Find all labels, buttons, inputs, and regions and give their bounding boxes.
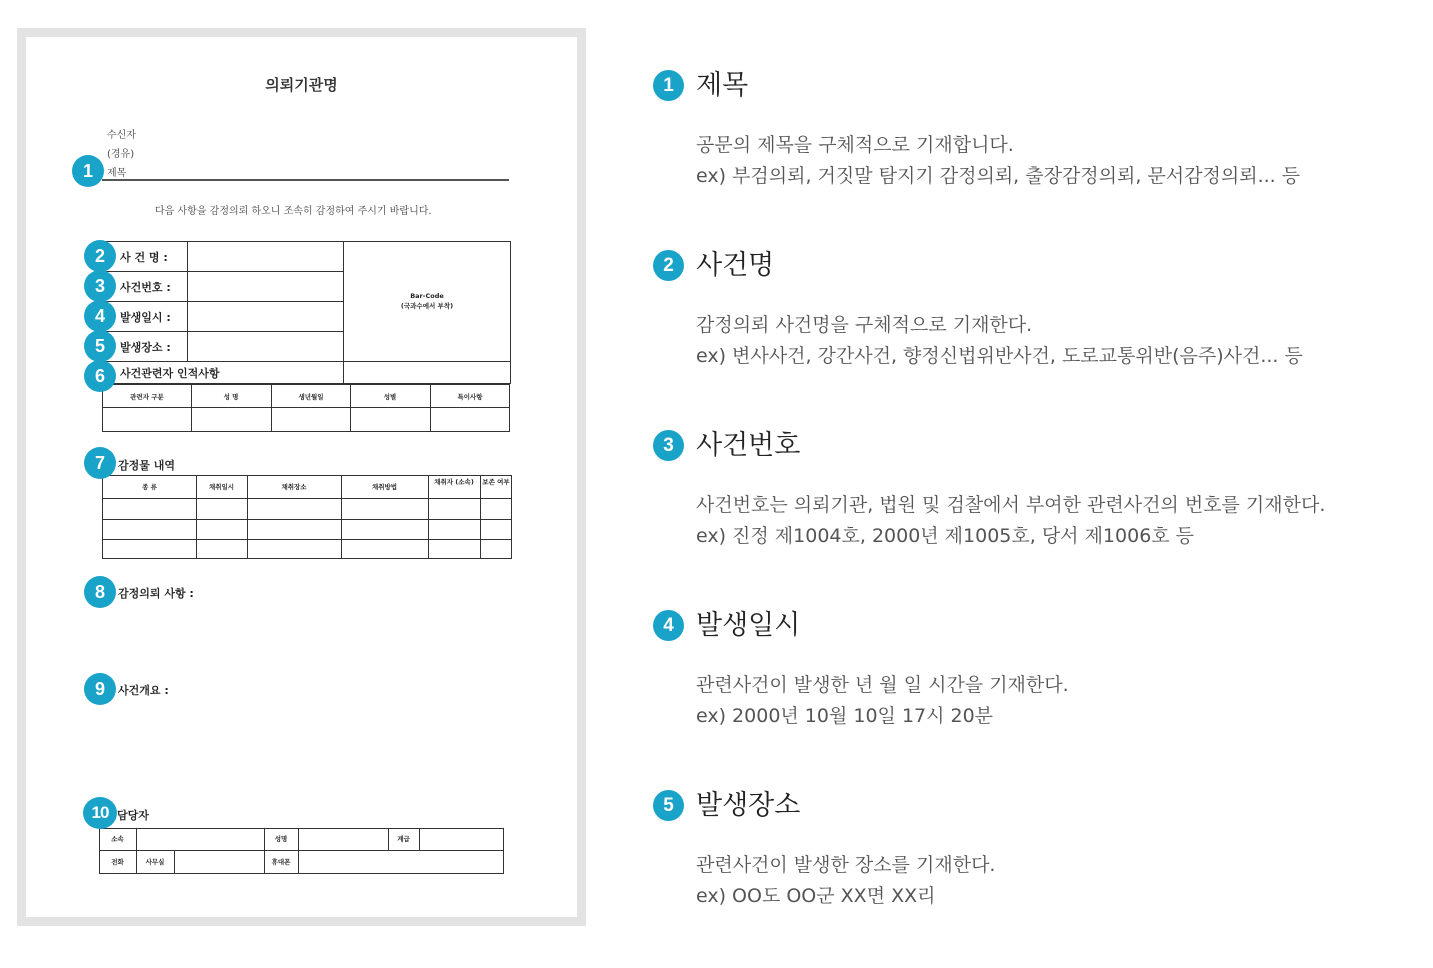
persons-col-header: 특이사항 [457, 393, 483, 401]
request-label: 감정의뢰 사항 : [118, 587, 194, 600]
evidence-row-line [102, 539, 512, 540]
section-title: 사건명 [696, 250, 775, 281]
staff-col-line [136, 828, 137, 874]
section-number-badge: 1 [653, 70, 684, 101]
form-marker-4: 4 [84, 300, 116, 332]
section-description: 공문의 제목을 구체적으로 기재합니다. [696, 134, 1014, 156]
form-recipient: 수신자 [107, 130, 136, 141]
section-description: 감정의뢰 사건명을 구체적으로 기재한다. [696, 314, 1033, 336]
staff-cell-label: 휴대폰 [271, 858, 291, 866]
subject-underline [102, 179, 509, 181]
persons-col-line [271, 384, 272, 432]
section-example: ex) 변사사건, 강간사건, 향정신법위반사건, 도로교통위반(음주)사건... 등 [696, 345, 1303, 367]
barcode-divider [343, 241, 344, 384]
section-title: 사건번호 [696, 430, 801, 461]
evidence-col-header: 채취장소 [281, 483, 307, 491]
persons-col-header: 성별 [383, 393, 397, 401]
form-intro: 다음 사항을 감정의뢰 하오니 조속히 감정하여 주시기 바랍니다. [155, 206, 432, 217]
form-marker-8: 8 [84, 576, 116, 608]
staff-cell-label: 계급 [397, 835, 410, 843]
field-location: 발생장소 : [120, 341, 171, 354]
summary-label: 사건개요 : [118, 684, 169, 697]
form-agency-title: 의뢰기관명 [265, 76, 338, 94]
evidence-col-header: 채취일시 [208, 483, 235, 491]
section-number-badge: 4 [653, 610, 684, 641]
section-title: 발생일시 [696, 610, 801, 641]
staff-row-line [99, 850, 504, 851]
form-marker-2: 2 [84, 240, 116, 272]
persons-table [102, 384, 510, 432]
section-description: 사건번호는 의뢰기관, 법원 및 검찰에서 부여한 관련사건의 번호를 기재한다. [696, 494, 1326, 516]
section-example: ex) 2000년 10월 10일 17시 20분 [696, 705, 994, 727]
case-row-line [102, 361, 511, 362]
evidence-row-line [102, 498, 512, 499]
persons-col-header: 관련자 구분 [130, 393, 164, 401]
evidence-col-header: 채취방법 [371, 483, 398, 491]
barcode-label: Bar-Code [410, 292, 444, 300]
persons-col-line [191, 384, 192, 432]
section-title: 제목 [696, 70, 749, 101]
persons-col-header: 생년월일 [298, 393, 324, 401]
evidence-col-line [428, 475, 429, 559]
form-marker-9: 9 [84, 673, 116, 705]
section-example: ex) 부검의뢰, 거짓말 탐지기 감정의뢰, 출장감정의뢰, 문서감정의뢰... 등 [696, 165, 1301, 187]
field-case-number: 사건번호 : [120, 281, 171, 294]
evidence-col-line [480, 475, 481, 559]
staff-table [99, 828, 504, 874]
staff-cell-label: 전화 [111, 858, 124, 866]
section-number-badge: 5 [653, 790, 684, 821]
section-example: ex) OO도 OO군 XX면 XX리 [696, 885, 936, 907]
evidence-title: 감정물 내역 [118, 459, 175, 472]
form-subject: 제목 [107, 168, 127, 179]
case-row-line [102, 271, 343, 272]
form-marker-7: 7 [84, 447, 116, 479]
form-marker-1: 1 [72, 155, 104, 187]
form-marker-6: 6 [84, 360, 116, 392]
evidence-col-header: 보존 여부 [482, 478, 510, 486]
form-marker-3: 3 [84, 270, 116, 302]
staff-col-line [419, 828, 420, 850]
case-row-line [102, 301, 343, 302]
section-description: 관련사건이 발생한 장소를 기재한다. [696, 854, 996, 876]
barcode-note: (국과수에서 부착) [400, 302, 454, 310]
section-example: ex) 진정 제1004호, 2000년 제1005호, 당서 제1006호 등 [696, 525, 1195, 547]
evidence-col-header: 종 류 [142, 483, 157, 491]
field-persons: 사건관련자 인적사항 [120, 367, 220, 380]
form-marker-5: 5 [84, 330, 116, 362]
section-title: 발생장소 [696, 790, 801, 821]
persons-col-header: 성 명 [223, 393, 239, 401]
evidence-row-line [102, 519, 512, 520]
staff-title: 담당자 [117, 809, 149, 822]
staff-col-line [298, 828, 299, 874]
staff-col-line [174, 850, 175, 874]
section-number-badge: 3 [653, 430, 684, 461]
staff-cell-label: 소속 [111, 835, 124, 843]
section-number-badge: 2 [653, 250, 684, 281]
field-occurred-at: 발생일시 : [120, 311, 171, 324]
section-description: 관련사건이 발생한 년 월 일 시간을 기재한다. [696, 674, 1069, 696]
form-via: (경유) [107, 149, 135, 160]
field-case-name: 사 건 명 : [120, 251, 168, 264]
persons-header-line [102, 407, 510, 408]
staff-cell-label: 사무실 [145, 858, 165, 866]
persons-col-line [430, 384, 431, 432]
staff-cell-label: 성명 [274, 835, 288, 843]
form-marker-10: 10 [83, 797, 117, 829]
case-row-line [102, 331, 343, 332]
persons-col-line [350, 384, 351, 432]
evidence-col-header: 채취자 (소속) [434, 478, 474, 486]
